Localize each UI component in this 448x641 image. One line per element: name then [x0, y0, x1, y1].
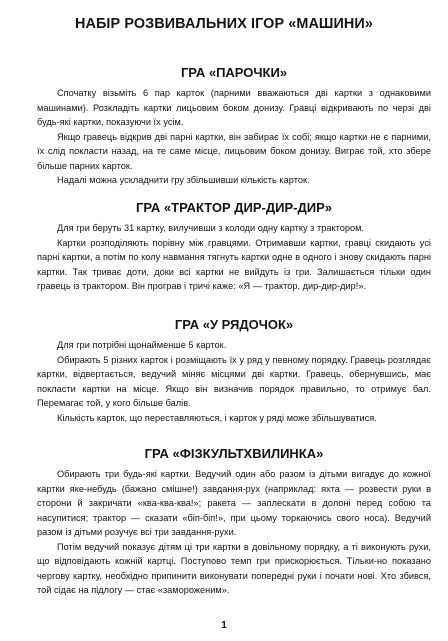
paragraph: Для гри потрібні щонайменше 5 карток.: [57, 340, 227, 350]
section-parochky: [37, 65, 431, 188]
paragraph: Надалі можна ускладнити гру збільшивши кількість карток.: [57, 175, 310, 185]
paragraph: Спочатку візьміть 6 пар карток (парними вважаються дві картки з однаковими машинами). Розкладіть картки лицьовим боком донизу. Гравці відкривають по черзі дві будь-які картки, показуючи їх усім.: [37, 88, 431, 127]
paragraph: Для гри беруть 31 картку, вилучивши з колоди одну картку з трактором.: [57, 223, 365, 233]
section-traktor: [37, 200, 431, 294]
paragraph: Картки розподіляють порівну між гравцями. Отримавши картки, гравці скидають усі парні картки, а потім по колу навмання тягнуть картки одне в одного і знову скидають парні картки. Так триває доти, доки всі картки не вийдуть із гри. Залишається тільки один гравець із трактором. Він програв і тричі каже: «Я — трактор, дир-дир-дир!».: [37, 237, 431, 291]
paragraph: Якщо гравець відкрив дві парні картки, він забирає їх собі; якщо картки не є парними, їх слід покласти назад, на те саме місце, лицьовим боком донизу. Виграє той, хто збере більше парних карток.: [37, 131, 431, 171]
page-number: 1: [221, 620, 227, 631]
section-heading: ГРА «У РЯДОЧОК»: [174, 317, 294, 332]
section-fizkultkhvylynka: [37, 446, 431, 598]
paragraph: Обирають три будь-які картки. Ведучий один або разом із дітьми вигадує до кожної картки яке-небудь (бажано смішне!) завдання-рух (наприклад: яхта — розвести руки в сторони й закричати «ква-ква-ква!»; ракета — заплескати в долоні перед собою та насупитися; трактор — сказати «біп-біп!», при цьому торкаючись свого носа). Ведучий разом із дітьми розучує всі три завдання-рухи.: [37, 469, 431, 537]
paragraph: Потім ведучий показує дітям ці три картки в довільному порядку, а ті виконують рухи, що відповідають кожній картці. Поступово темп гри прискорюється. Тільки-но показано чергову картку, необхідно припинити виконувати попередні руки і почати нові. Хто збився, той сідає на підлогу — стає «замороженим».: [37, 541, 431, 595]
paragraph: Кількість карток, що переставляються, і карток у ряді може збільшуватися.: [57, 412, 377, 423]
section-heading: ГРА «ФІЗКУЛЬТХВИЛИНКА»: [144, 446, 324, 461]
paragraph: Обирають 5 різних карток і розміщають їх у ряд у певному порядку. Гравець розглядає картки, відвертається, ведучий міняє місцями дві картки. Гравець, обернувшись, має покласти картки на місце. Якщо він визначив порядок правильно, то отримує бал. Перемагає той, у кого більше балів.: [37, 354, 431, 408]
section-heading: ГРА «ПАРОЧКИ»: [180, 65, 288, 80]
section-heading: ГРА «ТРАКТОР ДИР-ДИР-ДИР»: [136, 200, 332, 215]
page-title: НАБІР РОЗВИВАЛЬНИХ ІГОР «МАШИНИ»: [75, 16, 373, 32]
section-u-riadochok: [37, 317, 431, 425]
